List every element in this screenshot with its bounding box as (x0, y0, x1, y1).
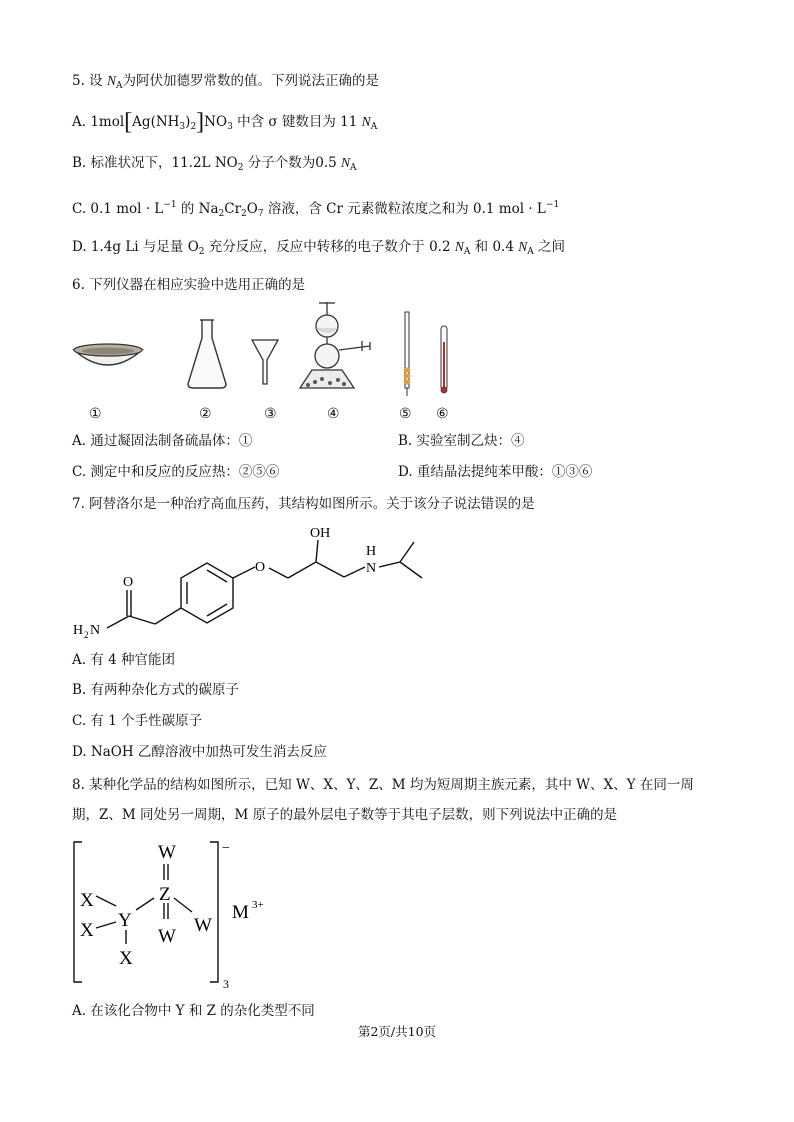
atom-x-1: X (80, 890, 94, 911)
q6-option-b: B. 实验室制乙炔：④ (398, 433, 525, 449)
label-2: ② (199, 406, 212, 422)
kipp-apparatus-icon (300, 302, 370, 388)
q5-option-a: A. $1mol[Ag(NH_3)_2]NO_3$ 中含 σ 键数目为 11 $N_A$ (72, 109, 378, 135)
evaporating-dish-icon (74, 344, 142, 365)
q7-option-d: D. NaOH 乙醇溶液中加热可发生消去反应 (72, 744, 327, 760)
label-1: ① (89, 406, 102, 422)
q6-apparatus-figure (60, 298, 480, 406)
q8-stem-line2: 期，Z、M 同处另一周期，M 原子的最外层电子数等于其电子层数，则下列说法中正确的是 (72, 807, 618, 823)
anion-count: 3 (223, 977, 229, 991)
atom-x-3: X (119, 948, 133, 969)
funnel-icon (252, 340, 278, 384)
q7-stem: 7. 阿替洛尔是一种治疗高血压药，其结构如图所示。关于该分子说法错误的是 (72, 496, 535, 512)
atom-w-top: W (158, 842, 176, 863)
q5-option-b: B. 标准状况下，11.2L $NO_2$ 分子个数为0.5 $N_A$ (72, 155, 357, 173)
q7-option-b: B. 有两种杂化方式的碳原子 (72, 682, 240, 698)
label-6: ⑥ (436, 406, 449, 422)
label-5: ⑤ (399, 406, 412, 422)
amide-n: N (90, 623, 101, 638)
q6-option-c: C. 测定中和反应的反应热：②⑤⑥ (72, 464, 280, 480)
page-footer: 第2页/共10页 (357, 1024, 437, 1039)
hydroxyl-label: OH (310, 526, 331, 541)
atom-x-2: X (80, 920, 94, 941)
ether-o: O (255, 560, 266, 575)
q6-option-d: D. 重结晶法提纯苯甲酸：①③⑥ (398, 464, 593, 480)
atom-z: Z (159, 884, 171, 905)
q7-option-a: A. 有 4 种官能团 (72, 652, 176, 668)
q6-stem: 6. 下列仪器在相应实验中选用正确的是 (72, 277, 306, 293)
q5-option-d: D. 1.4g Li 与足量 $O_2$ 充分反应，反应中转移的电子数介于 0.2 $N_A$ 和 0.4 $N_A$ 之间 (72, 239, 566, 257)
cation-charge: 3+ (252, 899, 264, 911)
q5-option-c: C. 0.1 mol · $L^{-1}$ 的 $Na_2Cr_2O_7$ 溶液，含 Cr 元素微粒浓度之和为 0.1 mol · $L^{-1}$ (72, 200, 560, 219)
thermometer-icon (441, 326, 447, 393)
q6-option-a: A. 通过凝固法制备硫晶体：① (72, 433, 253, 449)
q5-stem: 5. 设 $N_A$为阿伏加德罗常数的值。下列说法正确的是 (72, 73, 379, 91)
atom-w-right: W (194, 915, 212, 936)
atom-y: Y (118, 910, 132, 931)
q7-structure-figure (70, 520, 440, 646)
carbonyl-o: O (123, 575, 134, 590)
q8-structure-figure (66, 836, 286, 996)
atom-w-bottom: W (158, 926, 176, 947)
anion-charge: − (222, 841, 230, 856)
conical-flask-icon (188, 320, 226, 388)
q8-stem-line1: 8. 某种化学品的结构如图所示，已知 W、X、Y、Z、M 均为短周期主族元素，其中 W、X、Y 在同一周 (72, 777, 694, 793)
amide-h: H (73, 623, 84, 638)
label-3: ③ (264, 406, 277, 422)
amine-h: H (366, 544, 377, 559)
q7-option-c: C. 有 1 个手性碳原子 (72, 713, 203, 729)
label-4: ④ (327, 406, 340, 422)
amine-n: N (366, 561, 377, 576)
q8-option-a: A. 在该化合物中 Y 和 Z 的杂化类型不同 (72, 1003, 315, 1019)
glass-stirrer-icon (404, 312, 411, 396)
amide-h-sub: 2 (84, 630, 89, 640)
cation-m: M (232, 902, 249, 923)
